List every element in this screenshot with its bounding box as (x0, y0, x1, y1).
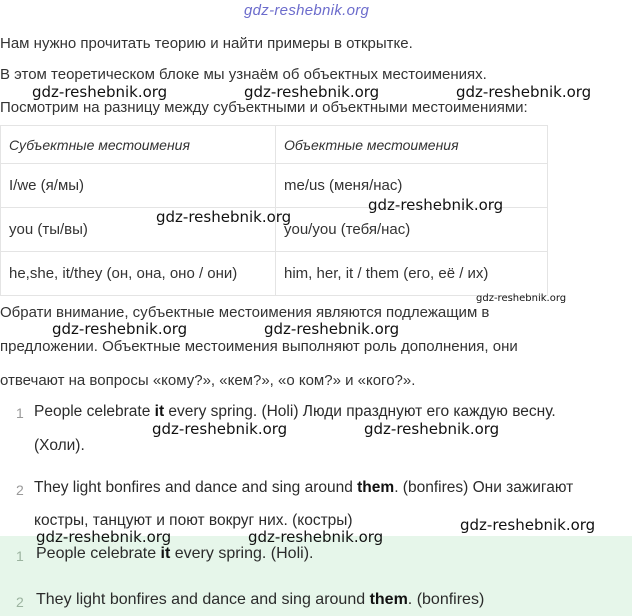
table-cell: you/you (тебя/нас) (276, 208, 548, 252)
watermark: gdz-reshebnik.org (248, 528, 384, 546)
answer-object-pronoun: them (369, 591, 408, 608)
example-sentence (34, 479, 573, 497)
table-cell: him, her, it / them (его, её / их) (276, 252, 548, 296)
answer-number: 1 (16, 548, 24, 564)
answer-object-pronoun: it (160, 545, 171, 562)
watermark: gdz-reshebnik.org (244, 83, 380, 101)
answer-text: every spring. (Holi). (170, 545, 314, 562)
answer-text: . (bonfires) (407, 591, 485, 608)
table-cell: I/we (я/мы) (1, 164, 276, 208)
note-line-2: предложении. Объектные местоимения выполняют роль дополнения, они (0, 338, 518, 355)
table-cell: he,she, it/they (он, она, оно / они) (1, 252, 276, 296)
subject-pronouns-header: Субъектные местоимения (1, 126, 276, 164)
answer-sentence (36, 591, 484, 609)
example-number: 2 (16, 482, 24, 498)
table-header-row (1, 126, 548, 164)
watermark: gdz-reshebnik.org (32, 83, 168, 101)
example-text: every spring. (Holi) Люди празднуют его каждую весну. (164, 403, 556, 420)
example-object-pronoun: it (154, 403, 165, 420)
site-watermark-top: gdz-reshebnik.org (244, 2, 370, 19)
example-continuation: костры, танцуют и поют вокруг них. (костры) (34, 512, 353, 529)
answer-number: 2 (16, 594, 24, 610)
note-line-1: Обрати внимание, субъектные местоимения являются подлежащим в (0, 304, 490, 321)
watermark: gdz-reshebnik.org (460, 516, 596, 534)
table-row (1, 252, 548, 296)
intro-line-1: Нам нужно прочитать теорию и найти примеры в открытке. (0, 35, 413, 52)
example-text: They light bonfires and dance and sing around (34, 479, 358, 496)
intro-line-2: В этом теоретическом блоке мы узнаём об объектных местоимениях. (0, 66, 487, 83)
answer-text: People celebrate (36, 545, 161, 562)
example-sentence (34, 403, 556, 421)
table-cell: me/us (меня/нас) (276, 164, 548, 208)
example-continuation: (Холи). (34, 437, 85, 454)
watermark: gdz-reshebnik.org (456, 83, 592, 101)
watermark: gdz-reshebnik.org (364, 420, 500, 438)
example-number: 1 (16, 405, 24, 421)
watermark: gdz-reshebnik.org (476, 293, 567, 304)
watermark: gdz-reshebnik.org (52, 320, 188, 338)
watermark: gdz-reshebnik.org (156, 208, 292, 226)
answer-sentence (36, 545, 313, 563)
object-pronouns-header: Объектные местоимения (276, 126, 548, 164)
watermark: gdz-reshebnik.org (264, 320, 400, 338)
example-text: . (bonfires) Они зажигают (394, 479, 574, 496)
intro-line-3: Посмотрим на разницу между субъектными и объектными местоимениями: (0, 99, 528, 116)
watermark: gdz-reshebnik.org (152, 420, 288, 438)
example-text: People celebrate (34, 403, 155, 420)
example-object-pronoun: them (357, 479, 395, 496)
answer-text: They light bonfires and dance and sing around (36, 591, 370, 608)
watermark: gdz-reshebnik.org (368, 196, 504, 214)
note-line-3: отвечают на вопросы «кому?», «кем?», «о ком?» и «кого?». (0, 372, 416, 389)
watermark: gdz-reshebnik.org (36, 528, 172, 546)
table-cell: you (ты/вы) (1, 208, 276, 252)
